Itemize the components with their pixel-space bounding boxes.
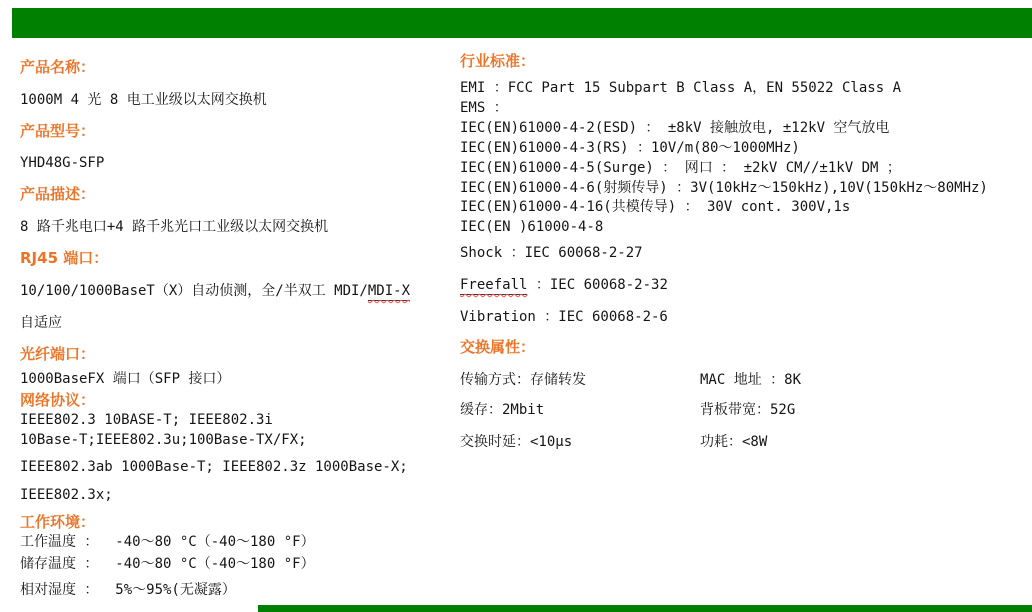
iec-surge-line: IEC(EN)61000-4-5(Surge) ： 网口 ： ±2kV CM//±1kV DM ； (460, 160, 901, 176)
storage-temp-line: 储存温度 ： -40～80 °C（-40～180 °F） (20, 556, 315, 572)
rj45-line1 (20, 283, 410, 299)
rj45-line2: 自适应 (20, 315, 62, 331)
next-section-bar (258, 605, 1032, 612)
iec-4-8-line: IEC(EN )61000-4-8 (460, 219, 604, 235)
product-name-heading: 产品名称： (20, 58, 96, 76)
protocol-line: IEEE802.3ab 1000Base-T; IEEE802.3z 1000Base-X; (20, 459, 408, 475)
rj45-line1-text: 10/100/1000BaseT（X）自动侦测，全/半双工 MDI/ (20, 283, 368, 299)
model-heading: 产品型号： (20, 122, 96, 140)
iec-esd-line: IEC(EN)61000-4-2(ESD) ： ±8kV 接触放电, ±12kV 空气放电 (460, 120, 890, 136)
fiber-port-heading: 光纤端口： (20, 345, 96, 363)
backplane-bandwidth: 背板带宽：52G (700, 402, 796, 418)
description-value: 8 路千兆电口+4 路千兆光口工业级以太网交换机 (20, 219, 329, 235)
product-name-value: 1000M 4 光 8 电工业级以太网交换机 (20, 92, 267, 108)
protocol-line: IEEE802.3x; (20, 487, 113, 503)
humidity-line: 相对湿度 ： 5%～95%(无凝露） (20, 582, 236, 598)
emi-line: EMI ：FCC Part 15 Subpart B Class A，EN 55022 Class A (460, 80, 902, 96)
protocol-line: 10Base-T;IEEE802.3u;100Base-TX/FX; (20, 432, 307, 448)
model-value: YHD48G-SFP (20, 155, 105, 171)
shock-line: Shock ：IEC 60068-2-27 (460, 245, 643, 261)
freefall-spellcheck: Freefall (460, 277, 528, 293)
vibration-line: Vibration ：IEC 60068-2-6 (460, 309, 668, 325)
rj45-mdix-spellcheck: MDI-X (367, 283, 411, 299)
buffer: 缓存：2Mbit (460, 402, 545, 418)
forwarding-mode: 传输方式：存储转发 (460, 372, 586, 388)
iec-rf-line: IEC(EN)61000-4-6(射频传导) ：3V(10kHz～150kHz),10V(150kHz～80MHz) (460, 180, 988, 196)
environment-heading: 工作环境： (20, 513, 96, 531)
iec-rs-line: IEC(EN)61000-4-3(RS) ：10V/m(80～1000MHz) (460, 140, 800, 156)
switch-row (460, 372, 1020, 388)
iec-cm-line: IEC(EN)61000-4-16(共模传导) ： 30V cont. 300V,1s (460, 199, 851, 215)
switch-row (460, 402, 1020, 418)
operating-temp-line: 工作温度 ： -40～80 °C（-40～180 °F） (20, 534, 315, 550)
freefall-value: ：IEC 60068-2-32 (527, 277, 668, 293)
standards-heading: 行业标准： (460, 52, 536, 70)
protocol-heading: 网络协议： (20, 391, 96, 409)
ems-line: EMS ： (460, 100, 508, 116)
switch-properties-heading: 交换属性： (460, 338, 536, 356)
mac-address: MAC 地址 ：8K (700, 372, 802, 388)
section-title: ◎产品技术指标 (47, 41, 186, 65)
description-heading: 产品描述： (20, 185, 96, 203)
freefall-line (460, 277, 668, 293)
switch-latency: 交换时延：<10μs (460, 434, 573, 450)
protocol-line: IEEE802.3 10BASE-T; IEEE802.3i (20, 412, 273, 428)
power-consumption: 功耗：<8W (700, 434, 768, 450)
rj45-heading: RJ45 端口： (20, 249, 109, 267)
switch-row (460, 434, 1020, 450)
fiber-port-value: 1000BaseFX 端口（SFP 接口） (20, 371, 231, 387)
